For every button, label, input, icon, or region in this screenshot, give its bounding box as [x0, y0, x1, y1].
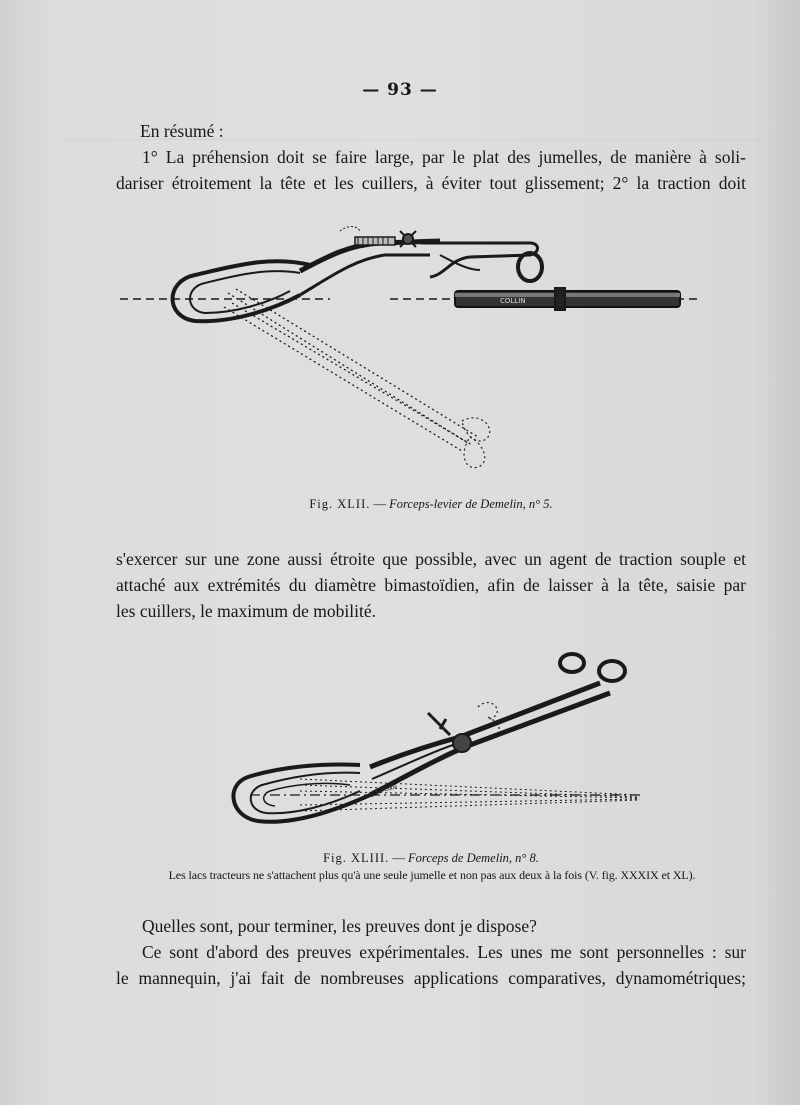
figure-42-illustration: [0, 215, 800, 515]
answer-line-1: Ce sont d'abord des preuves expérimentales. Les unes me sont personnelles : sur: [142, 942, 746, 962]
answer-line-2: le mannequin, j'ai fait de nombreuses applications comparatives, dynamométriques;: [116, 968, 746, 988]
resume-heading: En résumé :: [140, 121, 224, 141]
resume-paragraph: [116, 118, 746, 196]
figure-43-engraving: COLLIN: [374, 783, 398, 795]
figure-43-dash: —: [389, 851, 409, 865]
figure-42-engraving: COLLIN: [500, 297, 526, 305]
question-line: Quelles sont, pour terminer, les preuves dont je dispose?: [142, 916, 537, 936]
page-number: — 93 —: [362, 80, 438, 100]
point-2-line-3: les cuillers, le maximum de mobilité.: [116, 601, 377, 621]
figure-43-label: Fig. XLIII.: [323, 851, 390, 865]
figure-42-dash: —: [370, 497, 390, 511]
figure-42-title: Forceps-levier de Demelin, n° 5.: [389, 497, 553, 511]
point-1-line-1: 1° La préhension doit se faire large, par le plat des jumelles, de manière à soli-: [142, 147, 746, 167]
figure-42-caption: [116, 497, 746, 512]
figure-43-note: Les lacs tracteurs ne s'attachent plus qu'à une seule jumelle et non pas aux deux à la fois (V. fig. XXXIX et XL).: [168, 868, 696, 882]
figure-43-title: Forceps de Demelin, n° 8.: [408, 851, 539, 865]
figure-43-caption: [116, 851, 746, 866]
figure-43-illustration: [0, 645, 800, 845]
point-1-line-2: dariser étroitement la tête et les cuillers, à éviter tout glissement; 2° la traction doit: [116, 173, 746, 193]
proofs-paragraph: [116, 913, 746, 991]
figure-42-label: Fig. XLII.: [309, 497, 371, 511]
point-2-line-1: s'exercer sur une zone aussi étroite que possible, avec un agent de traction souple et: [116, 549, 746, 569]
traction-paragraph: [116, 546, 746, 624]
point-2-line-2: attaché aux extrémités du diamètre bimastoïdien, afin de laisser à la tête, saisie par: [116, 575, 746, 595]
